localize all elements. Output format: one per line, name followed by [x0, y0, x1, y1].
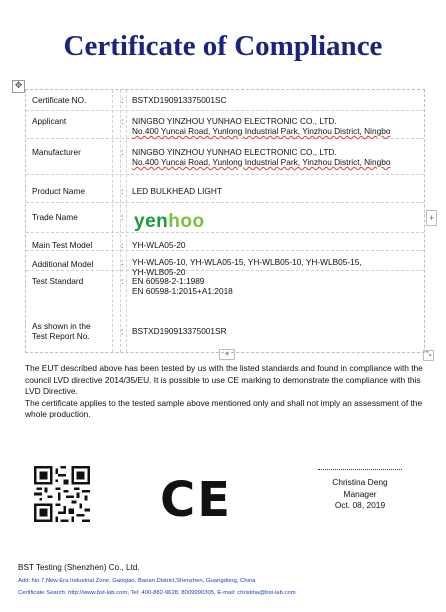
- signature-date: Oct. 08, 2019: [334, 500, 386, 511]
- qr-code-icon: [34, 466, 90, 522]
- yenhoo-logo: yenhoo: [134, 211, 205, 232]
- issuer-address: Add: No.7,New Era Industrial Zone, Gaoqiao, Baoan District,Shenzhen, Guangdong, China: [18, 578, 256, 584]
- certificate-details-table: Certificate NO. : BSTXD190913375001SC Applicant : NINGBO YINZHOU YUNHAO ELECTRONIC CO., LTD. No.400 Yuncai Road, Yunlong Industrial Park, Yinzhou District, Ningbo Manufacturer : NINGBO YINZHOU YUNHAO ELECTRONIC CO., LTD. No.400 Yuncai Road, Yunlong Industrial Park, Yinzhou District, Ningbo Product Name : LED BULKHEAD LIGHT Trade Name : yenhoo Main Test Model : YH-WLA05-20 Additional Model : YH-WLA05-10, YH-WLA05-15, YH-WLB05-10, YH-WLB05-15, YH-WLB05-20 Test Standard : EN 60598-2-1:1989 EN 60598-1:2015+A1:2018 As shown in the Test Report No. : BSTXD190913375001SR: [25, 89, 425, 353]
- label-manufacturer: Manufacturer: [32, 147, 81, 157]
- signatory-name: Christina Deng: [332, 477, 388, 487]
- certificate-title: Certificate of Compliance: [63, 30, 383, 62]
- statement-paragraph-1: The EUT described above has been tested by us with the listed standards and found in compliance with the council LVD directive 2014/35/EU. It is possible to use CE marking to demonstrate the compliance with this LVD Directive.: [25, 363, 423, 397]
- value-certificate-no: BSTXD190913375001SC: [132, 95, 227, 105]
- value-main-test-model: YH-WLA05-20: [132, 240, 186, 250]
- label-test-report: As shown in the Test Report No.: [32, 321, 91, 341]
- label-test-standard: Test Standard: [32, 276, 84, 286]
- label-applicant: Applicant: [32, 116, 67, 126]
- add-row-plus-icon[interactable]: +: [219, 349, 235, 360]
- plus-icon[interactable]: +: [426, 210, 437, 226]
- value-product-name: LED BULKHEAD LIGHT: [132, 186, 222, 196]
- resize-icon[interactable]: ⤡: [423, 350, 434, 361]
- label-product-name: Product Name: [32, 186, 86, 196]
- label-trade-name: Trade Name: [32, 212, 78, 222]
- value-test-standard: EN 60598-2-1:1989 EN 60598-1:2015+A1:2018: [132, 276, 233, 296]
- move-handle-icon[interactable]: ✥: [12, 80, 25, 93]
- value-applicant: NINGBO YINZHOU YUNHAO ELECTRONIC CO., LTD. No.400 Yuncai Road, Yunlong Industrial Park, Yinzhou District, Ningbo: [132, 116, 391, 136]
- value-additional-model: YH-WLA05-10, YH-WLA05-15, YH-WLB05-10, YH-WLB05-15, YH-WLB05-20: [132, 257, 362, 277]
- label-main-test-model: Main Test Model: [32, 240, 93, 250]
- value-test-report: BSTXD190913375001SR: [132, 326, 227, 336]
- value-manufacturer: NINGBO YINZHOU YUNHAO ELECTRONIC CO., LTD. No.400 Yuncai Road, Yunlong Industrial Park, Yinzhou District, Ningbo: [132, 147, 391, 167]
- issuer-contact: Certificate Search: http://www.bst-lab.com, Tel: 400-882-9628, 8009990305, E-mail: christina@bst-lab.com: [18, 590, 296, 596]
- label-additional-model: Additional Model: [32, 259, 94, 269]
- signature-line: [318, 469, 402, 470]
- signature-block: [300, 477, 420, 512]
- issuer-company: BST Testing (Shenzhen) Co., Ltd.: [18, 563, 140, 572]
- label-certificate-no: Certificate NO.: [32, 95, 87, 105]
- signatory-role: Manager: [343, 488, 377, 499]
- compliance-statement: [25, 363, 435, 421]
- ce-mark: CE: [160, 472, 233, 528]
- statement-paragraph-2: The certificate applies to the tested sample above mentioned only and shall not imply an assessment of the whole production.: [25, 397, 423, 420]
